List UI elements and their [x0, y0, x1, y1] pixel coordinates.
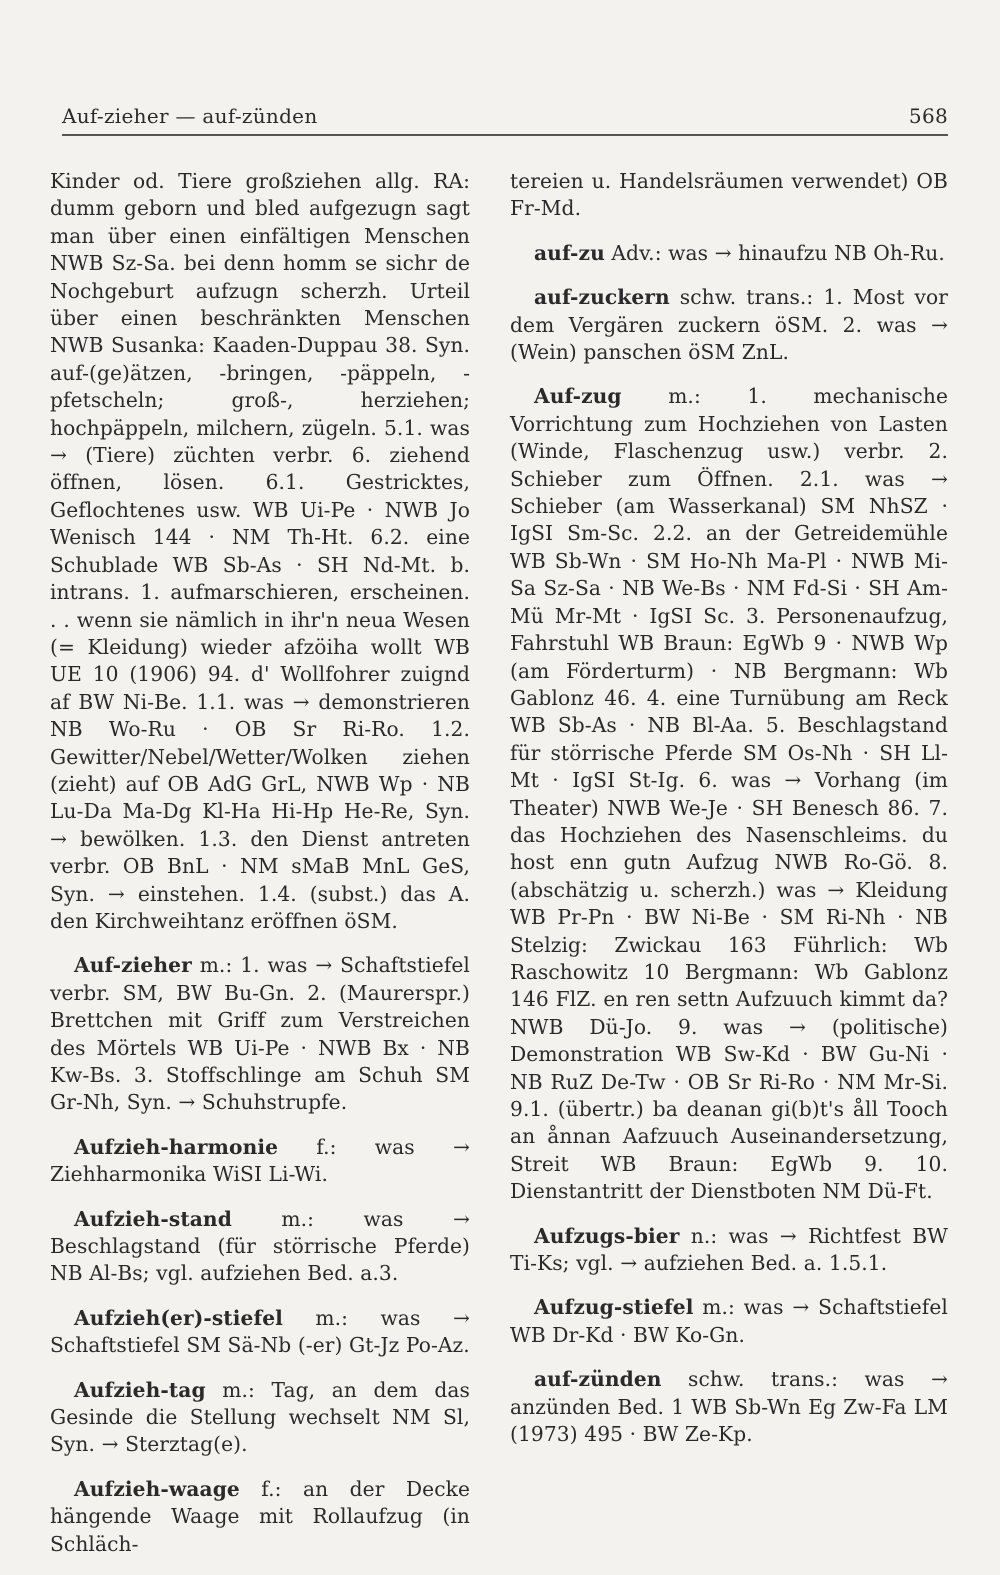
- entry-text: m.: 1. was → Schaftstiefel verbr. SM, BW Bu-Gn. 2. (Maurerspr.) Brettchen mit Griff zum Verstreichen des Mörtels WB Ui-Pe · NWB Bx · NB Kw-Bs. 3. Stoffschlinge am Schuh SM Gr-Nh, Syn. → Schuhstrupfe.: [50, 953, 470, 1115]
- headword: auf-zuckern: [534, 285, 670, 310]
- entry-aufzieh-waage: [50, 1476, 470, 1558]
- running-head-title: Auf-zieher — auf-zünden: [62, 104, 318, 128]
- entry-auf-zug: [510, 383, 948, 1205]
- headword: Aufzieh-tag: [74, 1377, 206, 1402]
- headword: Aufzug-stiefel: [534, 1295, 694, 1320]
- left-continuation: Kinder od. Tiere großziehen allg. RA: dumm geborn und bled aufgezugn sagt man über einen einfältigen Menschen NWB Sz-Sa. bei denn homm se sichr de Nochgeburt aufzugn scherzh. Urteil über einen beschränkten Menschen NWB Susanka: Kaaden-Duppau 38. Syn. auf-(ge)ätzen, -bringen, -päppeln, -pfetscheln; groß-, herziehen; hochpäppeln, milchern, zügeln. 5.1. was → (Tiere) züchten verbr. 6. ziehend öffnen, lösen. 6.1. Gestricktes, Geflochtenes usw. WB Ui-Pe · NWB Jo Wenisch 144 · NM Th-Ht. 6.2. eine Schublade WB Sb-As · SH Nd-Mt. b. intrans. 1. aufmarschieren, erscheinen. . . wenn sie nämlich in ihr'n neua Wesen (= Kleidung) wieder afzöiha wollt WB UE 10 (1906) 94. d' Wollfohrer zuignd af BW Ni-Be. 1.1. was → demonstrieren NB Wo-Ru · OB Sr Ri-Ro. 1.2. Gewitter/Nebel/Wetter/Wolken ziehen (zieht) auf OB AdG GrL, NWB Wp · NB Lu-Da Ma-Dg Kl-Ha Hi-Hp He-Re, Syn. → bewölken. 1.3. den Dienst antreten verbr. OB BnL · NM sMaB MnL GeS, Syn. → einstehen. 1.4. (subst.) das A. den Kirchweihtanz eröffnen öSM.: [50, 169, 470, 933]
- headword: auf-zünden: [534, 1367, 662, 1392]
- running-head: [62, 104, 948, 128]
- entry-text: m.: was → Schaftstiefel WB Dr-Kd · BW Ko-Gn.: [510, 1295, 948, 1347]
- entry-auf-zieher: [50, 952, 470, 1116]
- entry-text: Adv.: was → hinaufzu NB Oh-Ru.: [611, 240, 945, 265]
- entry-text: f.: was → Ziehharmonika WiSI Li-Wi.: [50, 1134, 470, 1187]
- headword: Aufzieh-waage: [74, 1476, 240, 1501]
- entry-aufzug-stiefel: [510, 1294, 948, 1349]
- headword: Aufzieh(er)-stiefel: [74, 1305, 283, 1330]
- headword: Aufzieh-harmonie: [74, 1134, 279, 1159]
- entry-text: m.: Tag, an dem das Gesinde die Stellung wechselt NM Sl, Syn. → Sterztag(e).: [50, 1377, 470, 1457]
- right-column: [510, 168, 948, 1465]
- entry-aufzieh-tag: [50, 1377, 470, 1459]
- headword: Aufzugs-bier: [534, 1223, 680, 1248]
- entry-text: m.: was → Schaftstiefel SM Sä-Nb (-er) Gt-Jz Po-Az.: [50, 1305, 470, 1358]
- entry-text: schw. trans.: was → anzünden Bed. 1 WB Sb-Wn Eg Zw-Fa LM (1973) 495 · BW Ze-Kp.: [510, 1367, 948, 1447]
- headword: Auf-zieher: [74, 953, 192, 978]
- entry-aufzieh-er-stiefel: [50, 1305, 470, 1360]
- right-continuation: tereien u. Handelsräumen verwendet) OB Fr-Md.: [510, 169, 948, 221]
- entry-auf-zuenden: [510, 1366, 948, 1448]
- entry-text: f.: an der Decke hängende Waage mit Rollaufzug (in Schläch-: [50, 1476, 470, 1556]
- page-number: 568: [908, 104, 948, 128]
- headword: Auf-zug: [534, 384, 622, 409]
- headword: auf-zu: [534, 240, 605, 265]
- header-rule: [62, 134, 948, 136]
- entry-aufzieh-stand: [50, 1206, 470, 1288]
- entry-aufzieh-harmonie: [50, 1134, 470, 1189]
- entry-auf-zuckern: [510, 284, 948, 366]
- left-column: [50, 168, 470, 1575]
- entry-text: m.: 1. mechanische Vorrichtung zum Hochziehen von Lasten (Winde, Flaschenzug usw.) verbr. 2. Schieber zum Öffnen. 2.1. was → Schieber (am Wasserkanal) SM NhSZ · IgSI Sm-Sc. 2.2. an der Getreidemühle WB Sb-Wn · SM Ho-Nh Ma-Pl · NWB Mi-Sa Sz-Sa · NB We-Bs · NM Fd-Si · SH Am-Mü Mr-Mt · IgSI Sc. 3. Personenaufzug, Fahrstuhl WB Braun: EgWb 9 · NWB Wp (am Förderturm) · NB Bergmann: Wb Gablonz 46. 4. eine Turnübung am Reck WB Sb-As · NB Bl-Aa. 5. Beschlagstand für störrische Pferde SM Os-Nh · SH Ll-Mt · IgSI St-Ig. 6. was → Vorhang (im Theater) NWB We-Je · SH Benesch 86. 7. das Hochziehen des Nasenschleims. du host enn gutn Aufzug NWB Ro-Gö. 8. (abschätzig u. scherzh.) was → Kleidung WB Pr-Pn · BW Ni-Be · SM Ri-Nh · NB Stelzig: Zwickau 163 Führlich: Wb Raschowitz 10 Bergmann: Wb Gablonz 146 FlZ. en ren settn Aufzuuch kimmt da? NWB Dü-Jo. 9. was → (politische) Demonstration WB Sw-Kd · BW Gu-Ni · NB RuZ De-Tw · OB Sr Ri-Ro · NM Mr-Si. 9.1. (übertr.) ba deanan gi(b)t's åll Tooch an ånnan Aafzuuch Auseinandersetzung, Streit WB Braun: EgWb 9. 10. Dienstantritt der Dienstboten NM Dü-Ft.: [510, 384, 948, 1204]
- headword: Aufzieh-stand: [74, 1206, 232, 1231]
- entry-text: n.: was → Richtfest BW Ti-Ks; vgl. → aufziehen Bed. a. 1.5.1.: [510, 1223, 948, 1276]
- entry-text: schw. trans.: 1. Most vor dem Vergären zuckern öSM. 2. was → (Wein) panschen öSM ZnL.: [510, 285, 948, 365]
- entry-aufzugs-bier: [510, 1223, 948, 1278]
- entry-text: m.: was → Beschlagstand (für störrische Pferde) NB Al-Bs; vgl. aufziehen Bed. a.3.: [50, 1206, 470, 1286]
- entry-auf-zu: [510, 240, 948, 267]
